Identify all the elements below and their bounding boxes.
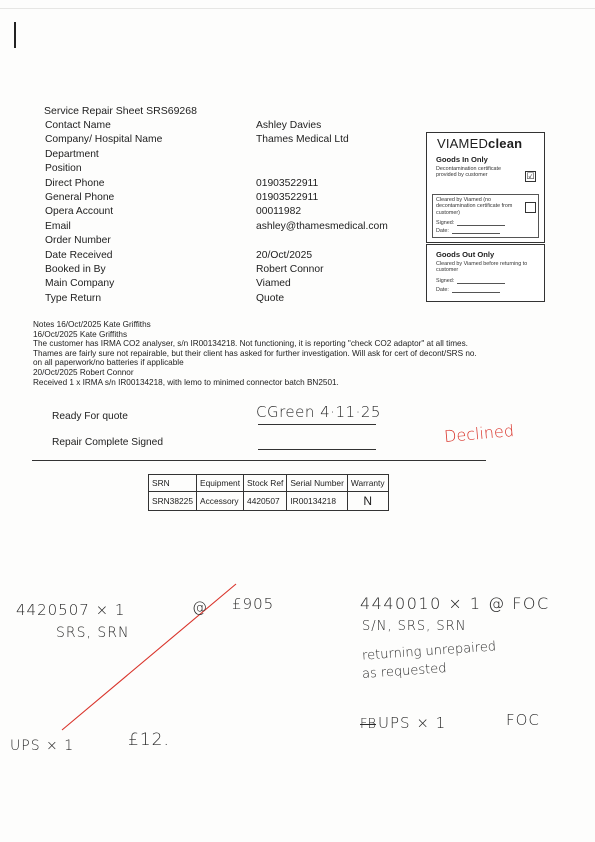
hw-left-price: £905 — [232, 595, 275, 613]
hw-right-line2: S/N, SRS, SRN — [362, 619, 467, 634]
column-header: Stock Ref — [244, 475, 287, 492]
date-label: Date: — [436, 287, 449, 293]
field-label: Date Received — [45, 249, 113, 261]
hw-right-ups: UPS × 1 — [378, 714, 447, 732]
field-label: Position — [45, 163, 82, 175]
cleared-text: Cleared by Viamed (no decontamination certificate from customer) — [436, 197, 513, 216]
table-cell: N — [347, 492, 388, 511]
field-label: Email — [45, 220, 71, 232]
field-label: Booked in By — [45, 263, 106, 275]
date-label: Date: — [436, 228, 449, 234]
hw-right-strike: FB — [360, 717, 376, 732]
table-cell: IR00134218 — [287, 492, 348, 511]
decon-checkbox[interactable]: ☑ — [526, 171, 535, 181]
field-value: 01903522911 — [256, 191, 319, 203]
goods-in-heading: Goods In Only — [436, 155, 488, 164]
field-value: Quote — [256, 292, 285, 304]
column-header: SRN — [149, 475, 197, 492]
declined-handwritten: Declined — [443, 420, 515, 447]
field-value: 00011982 — [256, 206, 302, 218]
field-label: General Phone — [45, 191, 115, 203]
field-value: Viamed — [256, 278, 291, 290]
table-cell: 4420507 — [244, 492, 287, 511]
note-line: Thames are fairly sure not repairable, but their client has asked for further investigation. Will ask for cert of decont/SRS no. — [33, 348, 477, 358]
table-cell: SRN38225 — [149, 492, 197, 511]
brand-part2: clean — [488, 136, 523, 151]
field-label: Main Company — [45, 278, 115, 290]
ready-for-quote-label: Ready For quote — [52, 411, 128, 422]
ready-handwritten-signature: CGreen 4·11·25 — [256, 403, 381, 421]
field-value: 01903522911 — [256, 177, 319, 189]
note-line: Notes 16/Oct/2025 Kate Griffiths — [33, 320, 151, 329]
field-label: Department — [45, 148, 99, 160]
field-label: Type Return — [45, 292, 102, 304]
table-cell: Accessory — [196, 492, 243, 511]
column-header: Warranty — [347, 475, 388, 492]
note-line: 20/Oct/2025 Robert Connor — [33, 367, 134, 377]
hw-right-line3: returning unrepaired — [361, 639, 497, 664]
field-value: Thames Medical Ltd — [256, 134, 349, 146]
sheet-title: Service Repair Sheet SRS69268 — [44, 105, 197, 117]
note-line: Received 1 x IRMA s/n IR00134218, with lemo to minimed connector batch BN2501. — [33, 377, 339, 387]
field-label: Company/ Hospital Name — [45, 134, 163, 146]
note-line: on all paperwork/no batteries if applicable — [33, 358, 184, 368]
hw-left-ups-price: £12. — [128, 730, 170, 750]
field-value: ashley@thamesmedical.com — [256, 220, 388, 232]
note-line: 16/Oct/2025 Kate Griffiths — [33, 329, 128, 339]
column-header: Serial Number — [287, 475, 348, 492]
hw-left-ups: UPS × 1 — [10, 738, 75, 754]
note-line: The customer has IRMA CO2 analyser, s/n IR00134218. Not functioning, it is reporting "check CO2 adaptor" at all times. — [33, 339, 468, 349]
column-header: Equipment — [196, 475, 243, 492]
hw-left-at: @ — [192, 598, 207, 616]
hw-right-line4: as requested — [361, 661, 447, 682]
field-value: Robert Connor — [256, 263, 324, 275]
decon-certificate-text: Decontamination certificate provided by customer — [436, 166, 502, 179]
hw-right-line1: 4440010 × 1 @ FOC — [360, 594, 550, 613]
field-label: Opera Account — [45, 206, 114, 218]
field-label: Contact Name — [45, 120, 111, 131]
signed-label: Signed: — [436, 220, 455, 226]
goods-out-text: Cleared by Viamed before returning to customer — [436, 261, 528, 274]
repair-complete-label: Repair Complete Signed — [52, 437, 163, 448]
signed-label: Signed: — [436, 278, 455, 284]
goods-out-heading: Goods Out Only — [436, 250, 495, 259]
hw-left-line2: SRS, SRN — [56, 625, 130, 641]
brand-part1: VIAMED — [437, 136, 489, 151]
field-value: Ashley Davies — [256, 120, 322, 131]
hw-left-line1: 4420507 × 1 — [16, 601, 126, 619]
field-label: Order Number — [45, 235, 111, 247]
hw-right-ups-price: FOC — [506, 711, 540, 729]
field-value: 20/Oct/2025 — [256, 249, 313, 261]
field-label: Direct Phone — [45, 177, 105, 189]
